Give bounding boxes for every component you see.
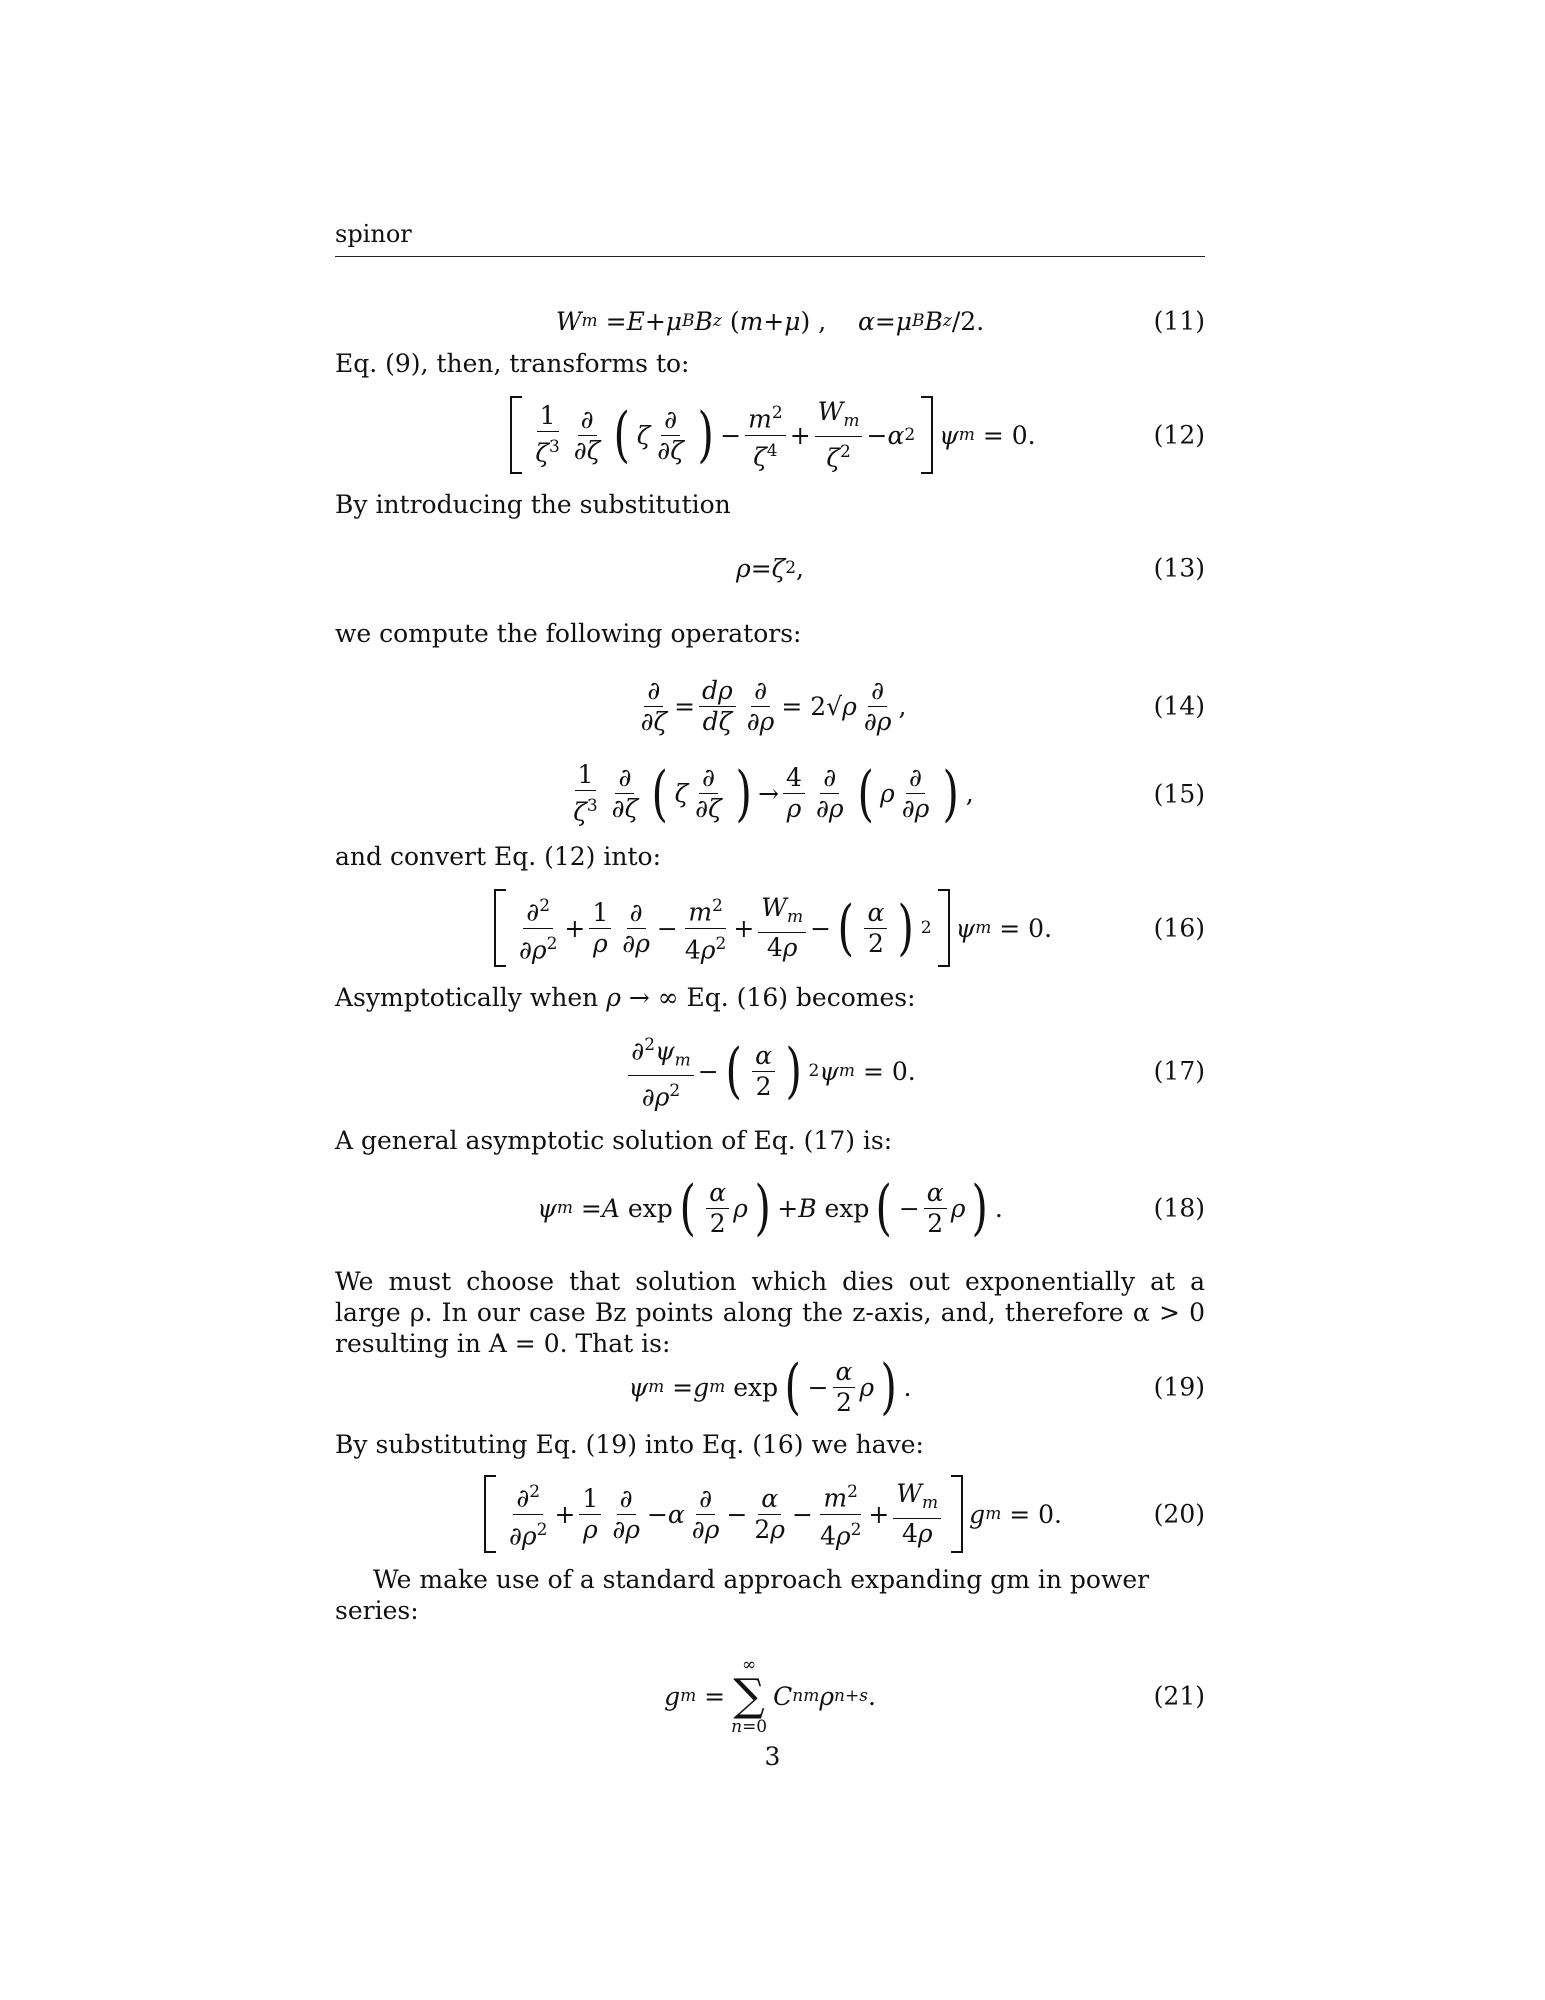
page-number: 3	[764, 1742, 781, 1771]
paragraph-5-math: ρ → ∞	[606, 983, 679, 1012]
paragraph-7: We must choose that solution which dies out exponentially at a large ρ. In our case Bz points along the z-axis, and, therefore α > 0 resulting in A = 0. That is:	[335, 1267, 1205, 1358]
equation-number-20: (20)	[1153, 1499, 1205, 1529]
equation-11: W m = E + μ B B z ( m + μ ) , α = μ B B z /2. (11)	[555, 306, 1205, 336]
paragraph-2: By introducing the substitution	[335, 490, 731, 519]
equation-number-16: (16)	[1153, 913, 1205, 943]
equation-14: $\frac{\partial}{\partial\zeta}$ = $\frac{d\rho}{d\zeta}$ $\frac{\partial}{\partial\rho}$ = 2√ ρ $\frac{\partial}{\partial\rho}$ , (14)	[640, 675, 1205, 736]
paragraph-6: A general asymptotic solution of Eq. (17) is:	[335, 1126, 893, 1155]
equation-number-12: (12)	[1153, 420, 1205, 450]
paragraph-3: we compute the following operators:	[335, 619, 802, 648]
paragraph-1: Eq. (9), then, transforms to:	[335, 349, 690, 378]
paragraph-4: and convert Eq. (12) into:	[335, 842, 662, 871]
equation-19: ψ m = g m exp ( − $\frac{\alpha}{2}$ ρ ) . (19)	[628, 1352, 1205, 1422]
equation-20: $\frac{\partial^2}{\partial\rho^2}$ + $\frac{1}{\rho}$ $\frac{\partial}{\partial\rho}$ − α $\frac{\partial}{\partial\rho}$ − $\frac{\alpha}{2\rho}$ − $\frac{m^2}{4\rho^2}$ + $\frac{W_m}{4\rho}$ g m = 0. (20)	[335, 1466, 1205, 1562]
equation-15: $\frac{1}{\zeta^3}$ $\frac{\partial}{\partial\zeta}$ ( ζ $\frac{\partial}{\partial\zeta}$ ) → $\frac{4}{\rho}$ $\frac{\partial}{\partial\rho}$ ( ρ $\frac{\partial}{\partial\rho}$ ) , (15)	[573, 758, 1205, 829]
equation-number-11: (11)	[1153, 306, 1205, 336]
equation-number-19: (19)	[1153, 1372, 1205, 1402]
equation-number-17: (17)	[1153, 1056, 1205, 1086]
equation-number-21: (21)	[1153, 1681, 1205, 1711]
equation-21: g m = ∞ ∑ n=0 C nm ρ n+s . (21)	[664, 1655, 1205, 1737]
equation-number-15: (15)	[1153, 779, 1205, 809]
page-body	[335, 300, 1205, 1756]
equation-12: $\frac{1}{\zeta^3}$ $\frac{\partial}{\partial\zeta}$ ( ζ $\frac{\partial}{\partial\zeta}$ ) − $\frac{m^2}{\zeta^4}$ + $\frac{W_m}{\zeta^2}$ − α 2 ψ m = 0. (12)	[335, 387, 1205, 483]
equation-13: ρ = ζ 2 , (13)	[736, 553, 1205, 583]
equation-18: ψ m = A exp ( $\frac{\alpha}{2}$ ρ ) + B exp ( − $\frac{\alpha}{2}$ ρ ) . (18)	[537, 1173, 1205, 1243]
equation-number-18: (18)	[1153, 1193, 1205, 1223]
paragraph-8: By substituting Eq. (19) into Eq. (16) we have:	[335, 1430, 924, 1459]
running-header: spinor	[335, 220, 1205, 257]
paragraph-5	[335, 982, 1205, 1013]
equation-17: $\frac{\partial^2\psi_m}{\partial\rho^2}$ − ( $\frac{\alpha}{2}$ ) 2 ψ m = 0. (17)	[335, 1023, 1205, 1119]
paragraph-9: We make use of a standard approach expanding gm in power series:	[335, 1565, 1150, 1625]
paragraph-5-post: Eq. (16) becomes:	[686, 983, 916, 1012]
equation-16: $\frac{\partial^2}{\partial\rho^2}$ + $\frac{1}{\rho}$ $\frac{\partial}{\partial\rho}$ − $\frac{m^2}{4\rho^2}$ + $\frac{W_m}{4\rho}$ − ( $\frac{\alpha}{2}$ ) 2 ψ m = 0. (16)	[335, 878, 1205, 978]
paragraph-5-pre: Asymptotically when	[335, 983, 599, 1012]
equation-number-13: (13)	[1153, 553, 1205, 583]
equation-number-14: (14)	[1153, 691, 1205, 721]
